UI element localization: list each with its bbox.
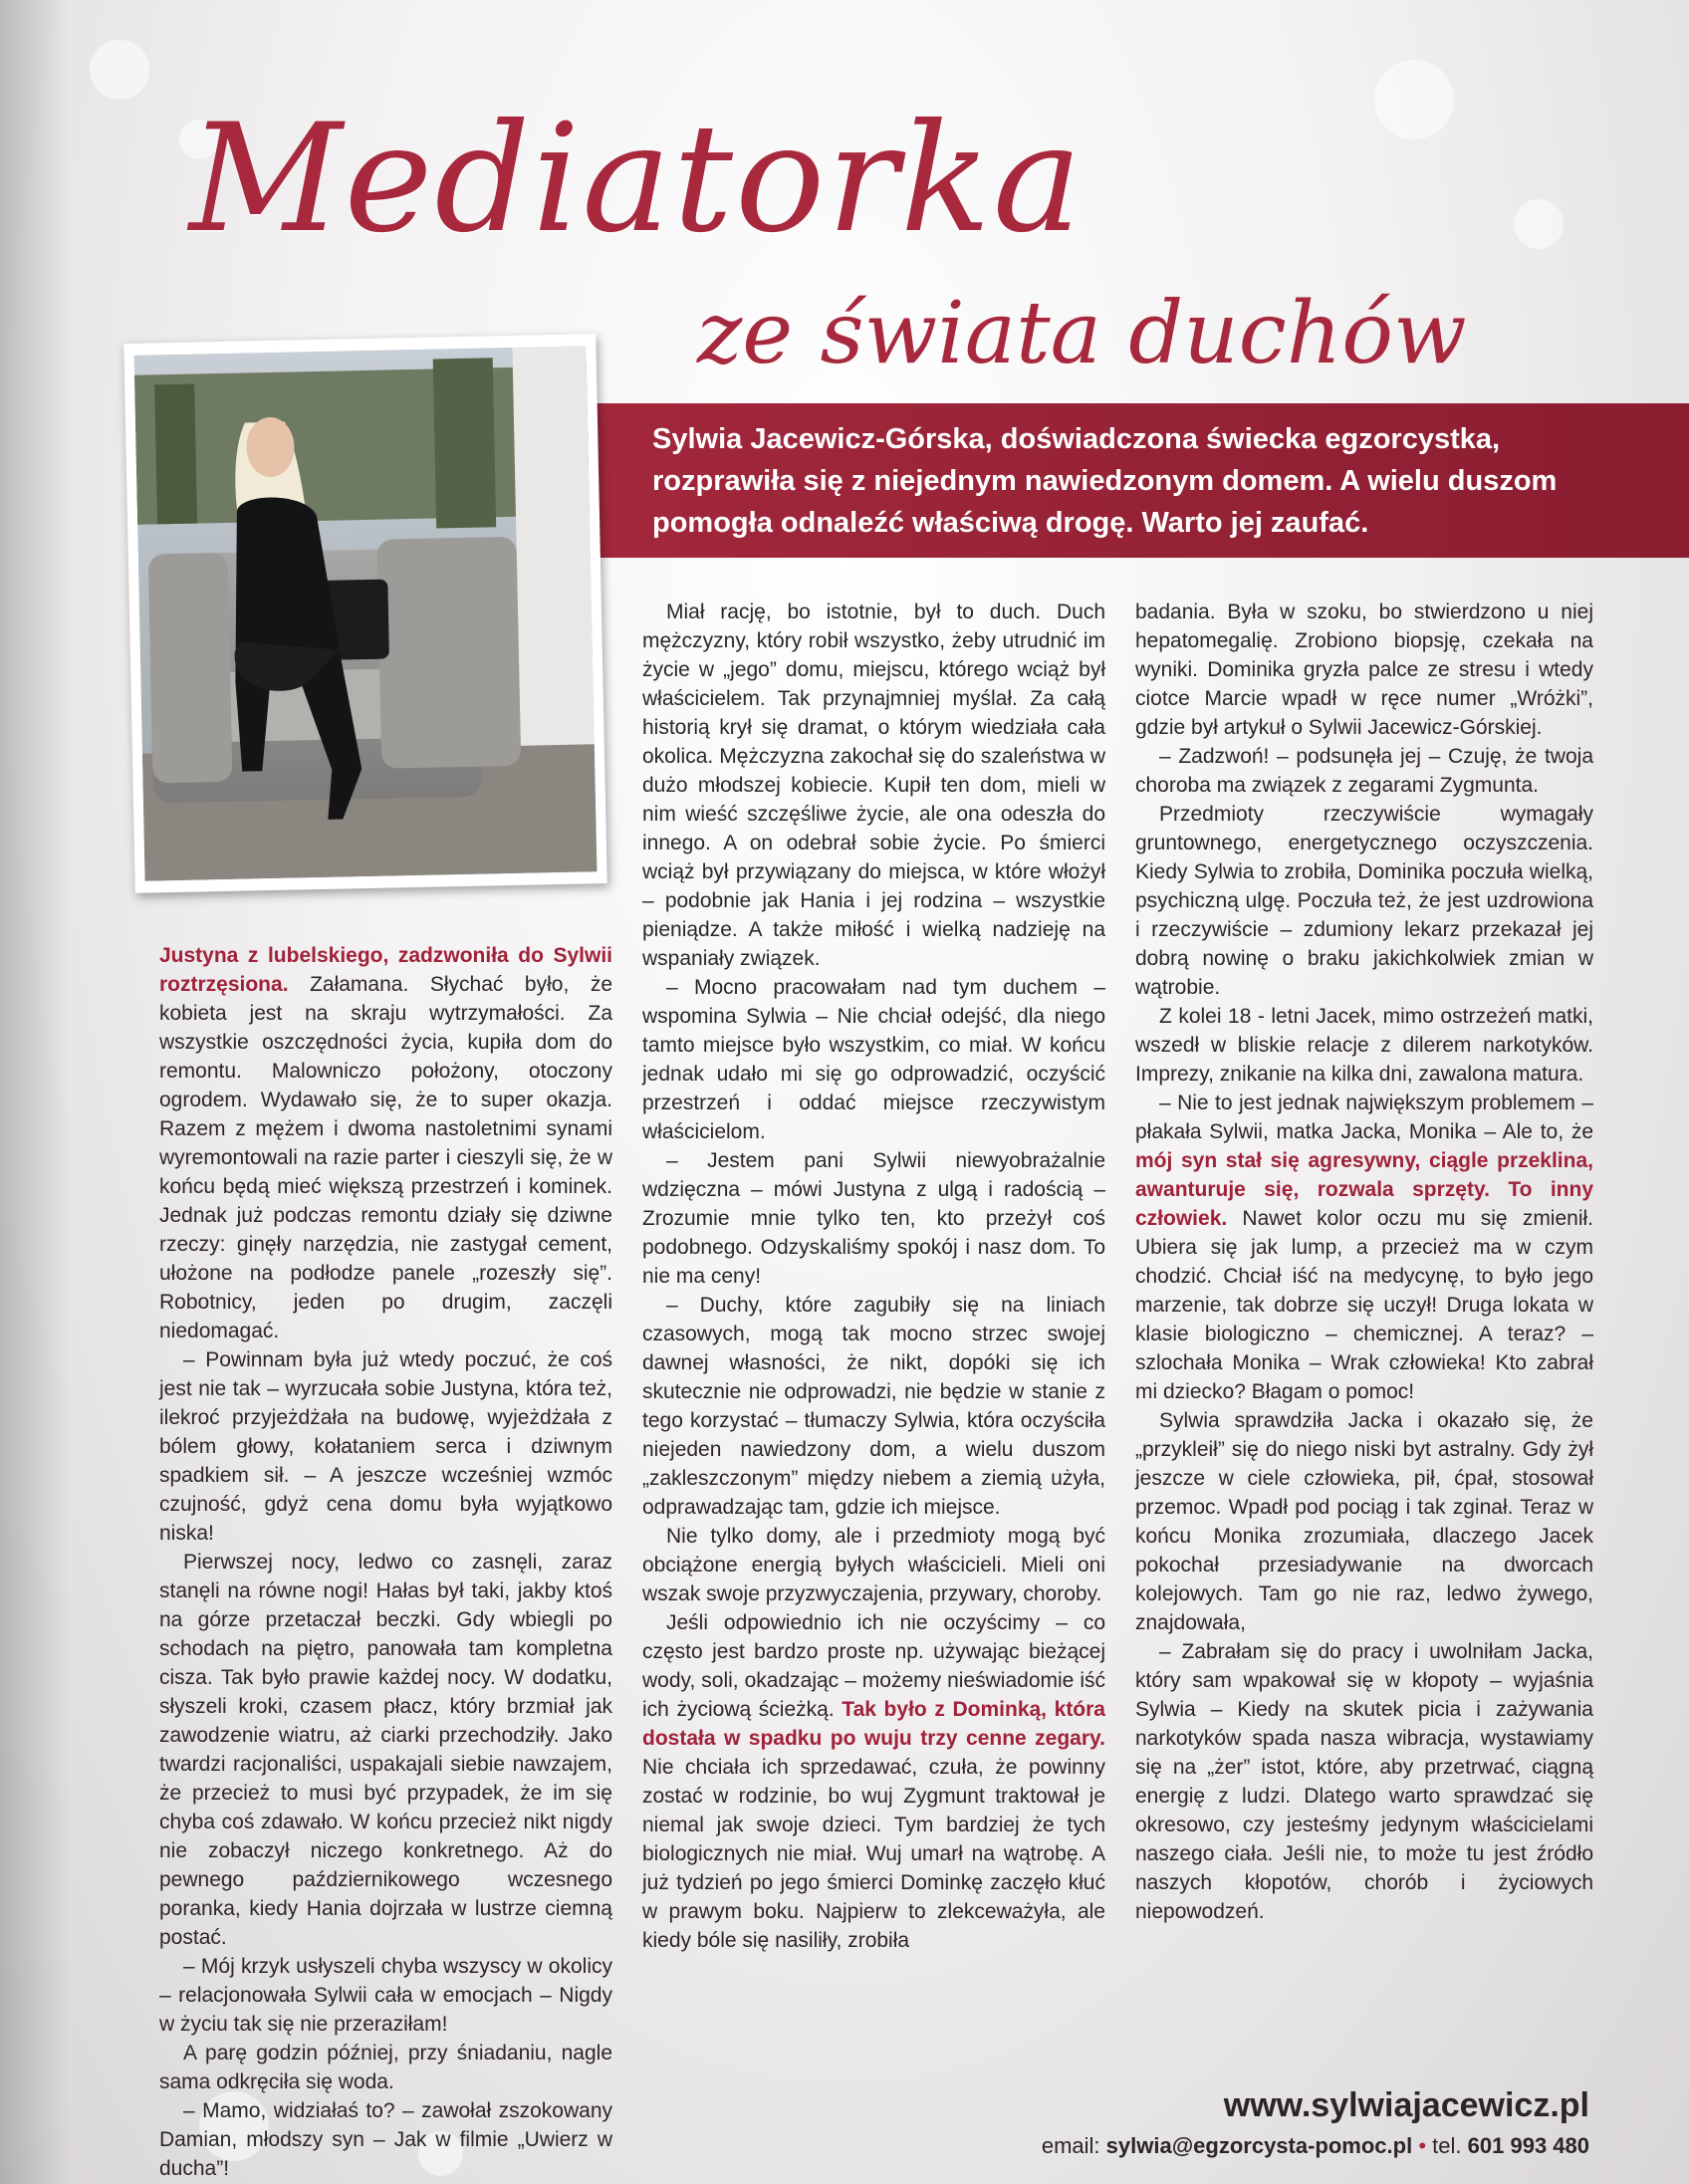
bokeh-light xyxy=(1514,199,1564,249)
paragraph: – Powinnam była już wtedy poczuć, że coś jest nie tak – wyrzucała sobie Justyna, która też, ilekroć przyjeżdżała na budowę, wyjeżdżała z bólem głowy, kołataniem serca i dziwnym spadkiem sił. – A jeszcze wcześniej wzmóc czujność, gdyż cena domu była wyjątkowo niska! xyxy=(159,1348,612,1545)
paragraph: Z kolei 18 - letni Jacek, mimo ostrzeżeń matki, wszedł w bliskie relacje z dilerem narkotyków. Imprezy, znikanie na kilka dni, zawalona matura. xyxy=(1135,1005,1593,1086)
paragraph-text: Nawet kolor oczu mu się zmienił. Ubiera się jak lump, a przecież ma w czym chodzić. Chciał iść na medycynę, to było jego marzenie, tak dobrze się uczył! Druga lokata w klasie biologiczno – chemicznej. A teraz? – szlochała Monika – Wrak człowieka! Kto zabrał mi dziecko? Błagam o pomoc! xyxy=(1135,1207,1593,1403)
highlight-text: Justyna z lubelskiego, zadzwoniła do Sylwii roztrzęsiona. xyxy=(159,944,612,996)
column-1 xyxy=(159,941,612,2183)
article-lead: Sylwia Jacewicz-Górska, doświadczona świecka egzorcystka, rozprawiła się z niejednym nawiedzonym domem. A wielu duszom pomogła odnaleźć właściwą drogę. Warto jej zaufać. xyxy=(652,423,1558,539)
paragraph: – Duchy, które zagubiły się na liniach czasowych, mogą tak mocno strzec swojej dawnej własności, że nikt, dopóki się ich skutecznie nie odprowadzi, nie będzie w stanie z tego korzystać – tłumaczy Sylwia, która oczyściła niejeden nawiedzony dom, a wielu duszom „zakleszczonym” między niebem a ziemią użyła, odprawadzając tam, gdzie ich miejsce. xyxy=(642,1294,1105,1519)
paragraph: A parę godzin później, przy śniadaniu, nagle sama odkręciła się woda. xyxy=(159,2042,612,2093)
paragraph: – Mój krzyk usłyszeli chyba wszyscy w okolicy – relacjonowała Sylwii cała w emocjach – Nigdy w życiu tak się nie przeraziłam! xyxy=(159,1955,612,2036)
column-2 xyxy=(642,598,1105,1955)
email-link[interactable]: sylwia@egzorcysta-pomoc.pl xyxy=(1105,2133,1413,2158)
paragraph: Nie tylko domy, ale i przedmioty mogą być obciążone energią byłych właścicieli. Mieli oni wszak swoje przyzwyczajenia, przywary, choroby. xyxy=(642,1525,1105,1605)
paragraph: badania. Była w szoku, bo stwierdzono u niej hepatomegalię. Zrobiono biopsję, czekała na wyniki. Dominika gryzła palce ze stresu i wtedy ciotce Marcie wpadł w ręce numer „Wróżki”, gdzie był artykuł o Sylwii Jacewicz-Górskiej. xyxy=(1135,601,1593,739)
bokeh-light xyxy=(90,40,149,100)
paragraph: Przedmioty rzeczywiście wymagały gruntownego, energetycznego oczyszczenia. Kiedy Sylwia to zrobiła, Dominika poczuła wielką, psychiczną ulgę. Poczuła też, że jest uzdrowiona i rzeczywiście – zdumiony lekarz przekazał jej dobrą nowinę o braku jakichkolwiek zmian w wątrobie. xyxy=(1135,803,1593,999)
paragraph: – Mamo, widziałaś to? – zawołał zszokowany Damian, młodszy syn – Jak w filmie „Uwierz w ducha”! xyxy=(159,2099,612,2180)
paragraph xyxy=(1135,1089,1593,1406)
highlight-text: Tak było z Dominką, która dostała w spadku po wuju trzy cenne zegary. xyxy=(642,1698,1105,1750)
paragraph: – Mocno pracowałam nad tym duchem – wspomina Sylwia – Nie chciał odejść, dla niego tamto miejsce było wszystkim, co miał. W końcu jednak udało mi się go odprowadzić, oczyścić przestrzeń i oddać miejsce rzeczywistym właścicielom. xyxy=(642,976,1105,1143)
portrait-image xyxy=(134,346,598,880)
page-gutter-shadow xyxy=(0,0,70,2184)
column-3 xyxy=(1135,598,1593,1926)
website-link[interactable]: www.sylwiajacewicz.pl xyxy=(1223,2086,1589,2124)
article-subtitle: ze świata duchów xyxy=(697,284,1467,383)
portrait-photo xyxy=(123,334,606,893)
paragraph xyxy=(642,1608,1105,1955)
paragraph: – Zabrałam się do pracy i uwolniłam Jacka, który sam wpakował się w kłopoty – wyjaśnia Sylwia – Kiedy na skutek picia i zażywania narkotyków spada nasza wibracja, wystawiamy się na „żer” istot, które, aby przetrwać, ciągną energię z ludzi. Dlatego warto sprawdzać się okresowo, czy jesteśmy jedynym właścicielami naszego ciała. Jeśli nie, to może tu jest źródło naszych kłopotów, chorób i życiowych niepowodzeń. xyxy=(1135,1640,1593,1923)
article-title: Mediatorka xyxy=(189,93,1085,266)
paragraph-text: – Nie to jest jednak największym problemem – płakała Sylwii, matka Jacka, Monika – Ale to, że xyxy=(1135,1092,1593,1143)
contact-line xyxy=(1042,2133,1589,2159)
phone-label: tel. xyxy=(1432,2133,1462,2158)
paragraph: Pierwszej nocy, ledwo co zasnęli, zaraz stanęli na równe nogi! Hałas był taki, jakby ktoś na górze przetaczał beczki. Gdy wbiegli po schodach na piętro, panowała tam kompletna cisza. Tak było prawie każdej nocy. W dodatku, słyszeli kroki, czasem płacz, który brzmiał jak zawodzenie wiatru, aż ciarki przechodziły. Jako twardzi racjonaliści, uspakajali siebie nawzajem, że przecież to musi być przypadek, że im się chyba coś zdawało. W końcu przecież nikt nigdy nie zobaczył niczego konkretnego. Aż do pewnego październikowego wczesnego poranka, kiedy Hania dojrzała w lustrze ciemną postać. xyxy=(159,1551,612,1949)
paragraph: – Jestem pani Sylwii niewyobrażalnie wdzięczna – mówi Justyna z ulgą i radością – Zrozumie mnie tylko ten, kto przeżył coś podobnego. Odzyskaliśmy spokój i nasz dom. To nie ma ceny! xyxy=(642,1149,1105,1288)
paragraph-text: Jeśli odpowiednio ich nie oczyścimy – co często jest bardzo proste np. używając bieżącej wody, soli, okadzając – możemy nieświadomie iść ich życiową ścieżką. xyxy=(642,1611,1105,1721)
phone-number: 601 993 480 xyxy=(1467,2133,1589,2158)
bokeh-light xyxy=(1374,60,1454,139)
paragraph: Sylwia sprawdziła Jacka i okazało się, że „przykleił” się do niego niski byt astralny. Gdy żył jeszcze w ciele człowieka, pił, ćpał, stosował przemoc. Wpadł pod pociąg i tak zginał. Teraz w końcu Monika zrozumiała, dlaczego Jacek pokochał przesiadywanie na dworcach kolejowych. Tam go nie raz, ledwo żywego, znajdowała, xyxy=(1135,1409,1593,1634)
paragraph-text: Załamana. Słychać było, że kobieta jest na skraju wytrzymałości. Za wszystkie oszczędności życia, kupiła dom do remontu. Malowniczo położony, otoczony ogrodem. Wydawało się, że to super okazja. Razem z mężem i dwoma nastoletnimi synami wyremontowali na razie parter i cieszyli się, że w końcu będą mieć większą przestrzeń i kominek. Jednak już podczas remontu działy się dziwne rzeczy: ginęły narzędzia, nie zastygał cement, ułożone na podłodze panele „rozeszły się”. Robotnicy, jeden po drugim, zaczęli niedomagać. xyxy=(159,973,612,1342)
paragraph-text: Nie chciała ich sprzedawać, czuła, że powinny zostać w rodzinie, bo wuj Zygmunt traktował je niemal jak swoje dzieci. Tym bardziej że tych biologicznych nie miał. Wuj umarł na wątrobę. A już tydzień po jego śmierci Dominkę zaczęło kłuć w prawym boku. Najpierw to zlekceważyła, ale kiedy bóle się nasiliły, zrobiła xyxy=(642,1756,1105,1952)
paragraph: Miał rację, bo istotnie, był to duch. Duch mężczyzny, który robił wszystko, żeby utrudnić im życie w „jego” domu, miejscu, którego wciąż był właścicielem. Tak przynajmniej myślał. Za całą historią krył się dramat, o którym wiedziała cała okolica. Mężczyzna zakochał się do szaleństwa w dużo młodszej kobiecie. Kupił ten dom, mieli w nim wieść szczęśliwe życie, ale ona odeszła do innego. A on odebrał sobie życie. Po śmierci wciąż był przywiązany do miejsca, w które włożył – podobnie jak Hania i jej rodzina – wszystkie pieniądze. A także miłość i wielką nadzieję na wspaniały związek. xyxy=(642,601,1105,970)
email-label: email: xyxy=(1041,2133,1100,2158)
paragraph: – Zadzwoń! – podsunęła jej – Czuję, że twoja choroba ma związek z zegarami Zygmunta. xyxy=(1135,745,1593,797)
separator: • xyxy=(1418,2133,1427,2158)
paragraph xyxy=(159,941,612,1345)
highlight-text: mój syn stał się agresywny, ciągle przeklina, awanturuje się, rozwala sprzęty. To inny człowiek. xyxy=(1135,1149,1593,1230)
